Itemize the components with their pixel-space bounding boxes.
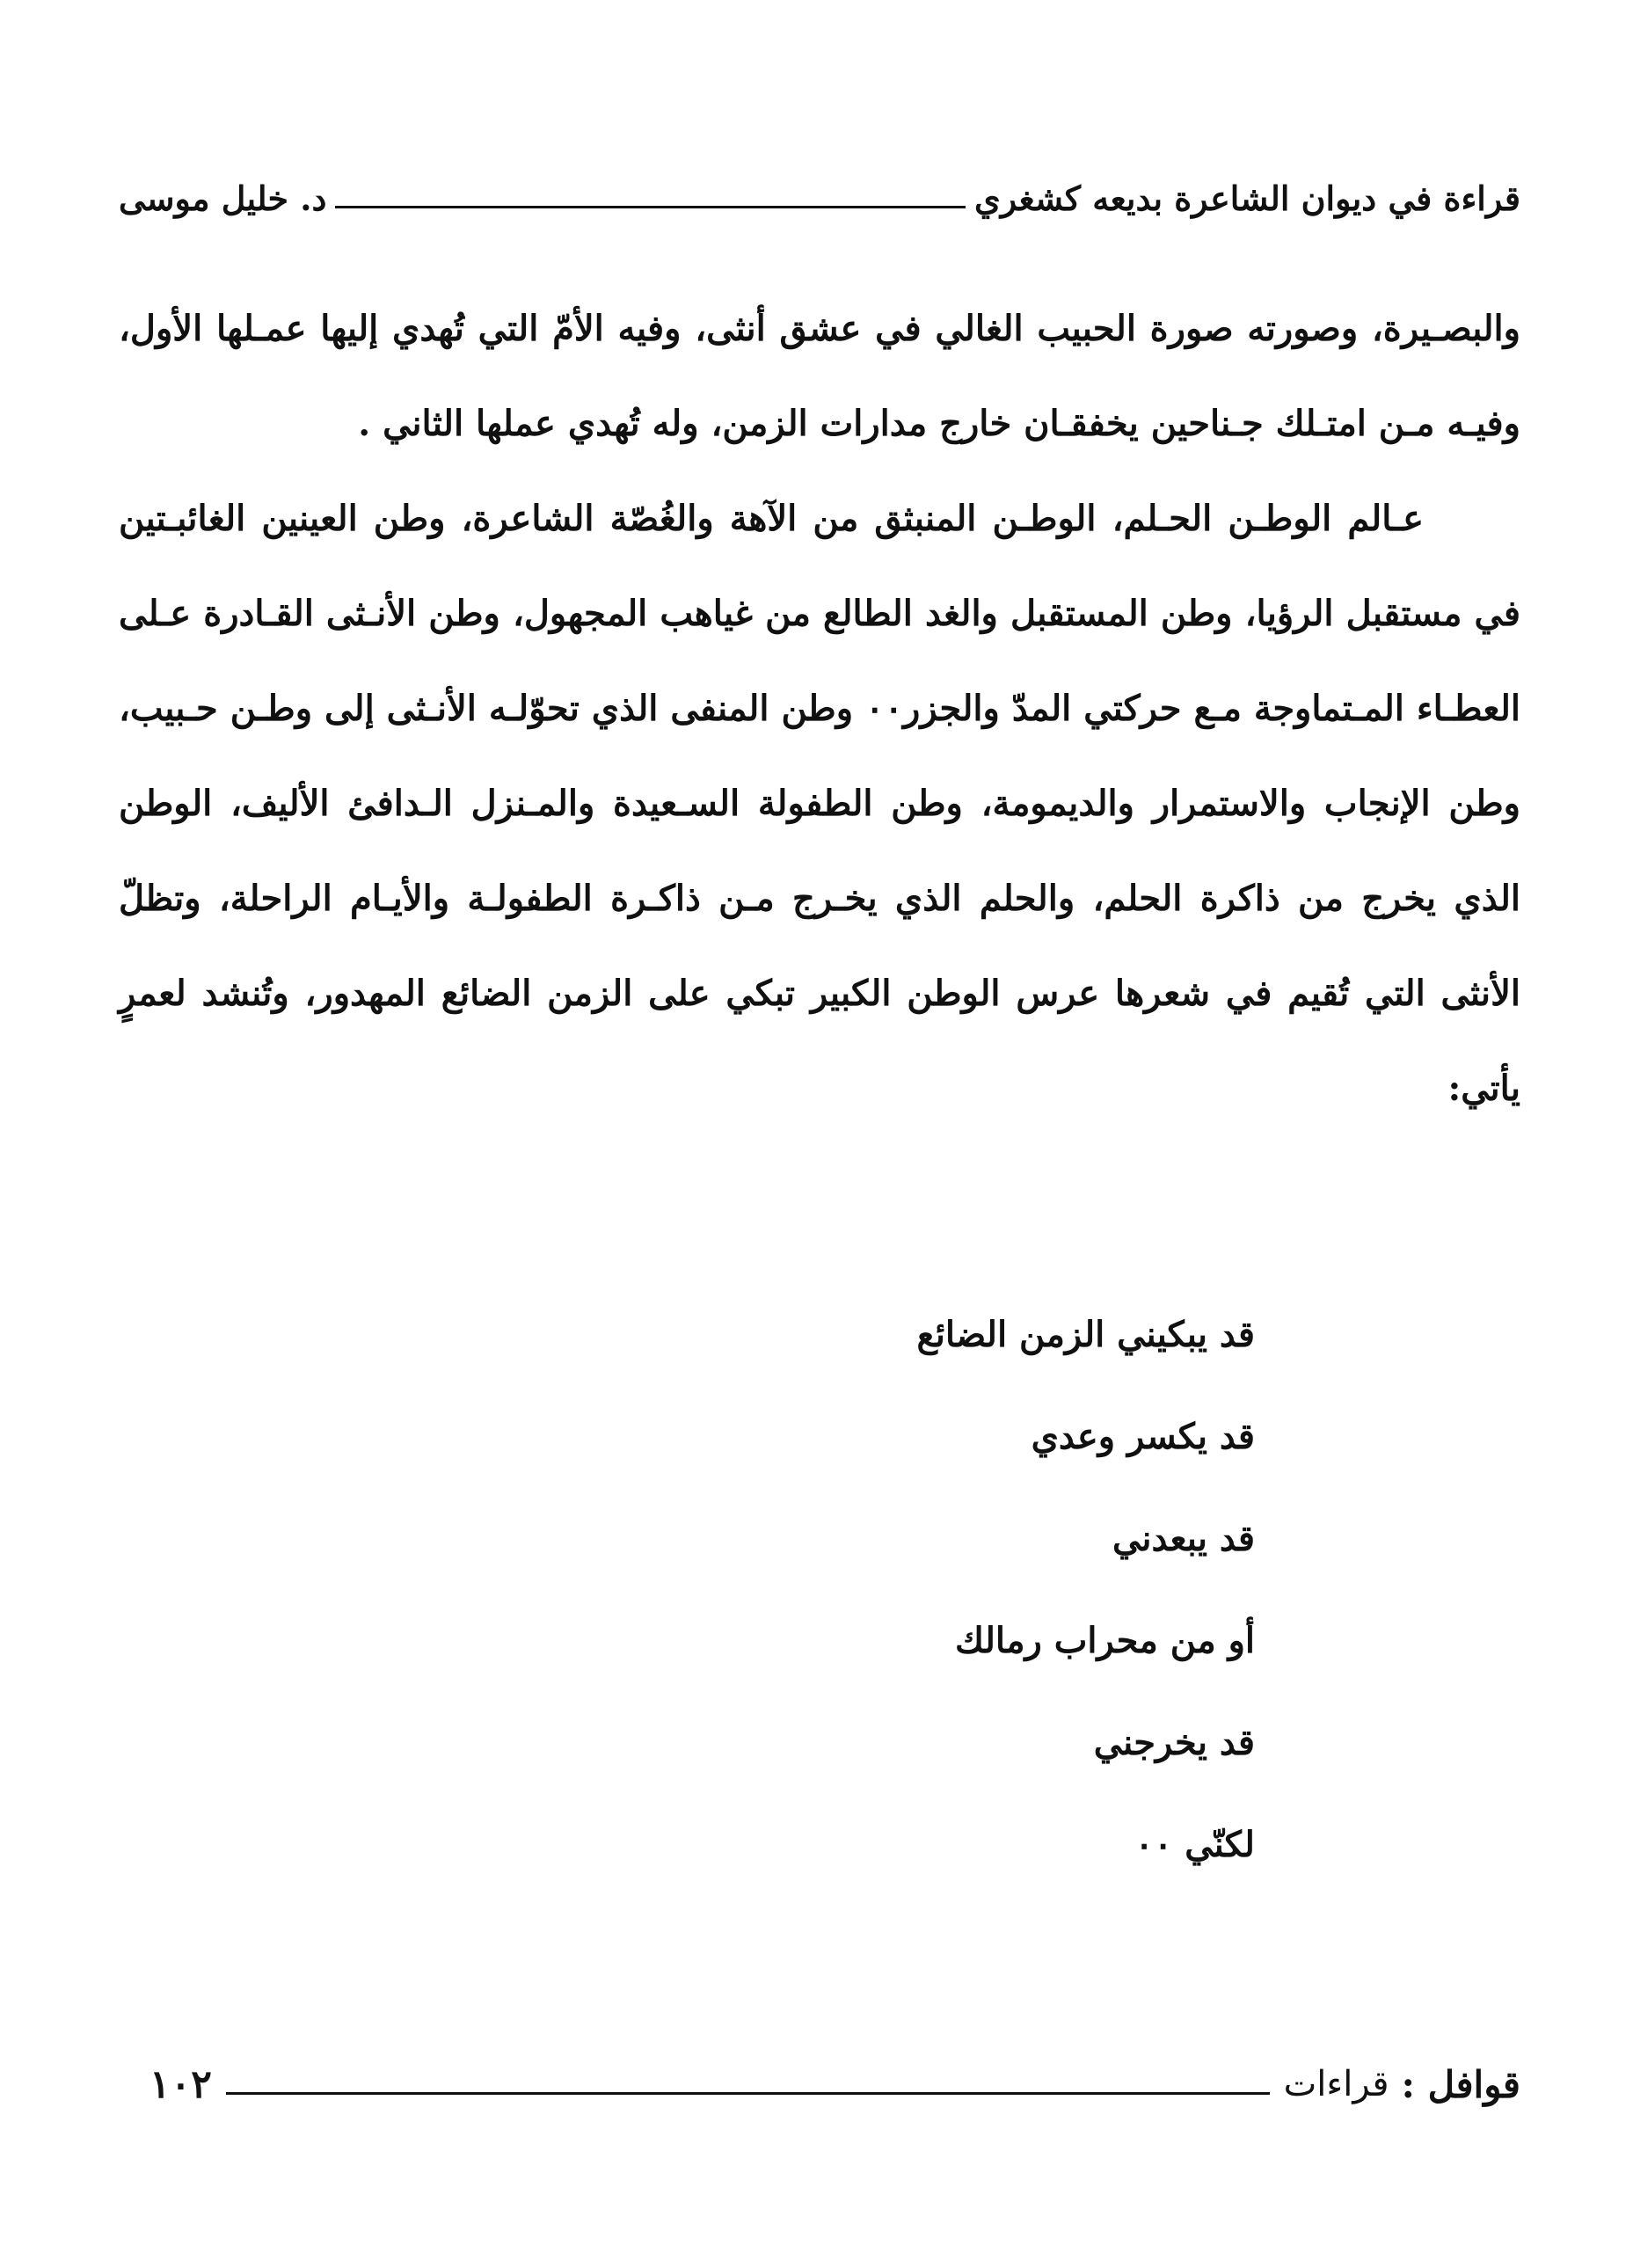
- running-footer: [149, 2053, 1520, 2115]
- body-text: [119, 281, 1520, 1136]
- header-author: د. خليل موسى: [119, 178, 327, 218]
- header-title: قراءة في ديوان الشاعرة بديعه كشغري: [973, 178, 1520, 218]
- header-rule: [335, 206, 966, 208]
- paragraph-1: والبصـيرة، وصورته صورة الحبيب الغالي في عشق أنثى، وفيه الأمّ التي تُهدي إليها عمـلها الأول، وفيـه مـن امتـلك جـناحين يخفقـان خارج مدارات الزمن، وله تُهدي عملها الثاني .: [119, 308, 1520, 444]
- footer-rule: [226, 2092, 1270, 2095]
- poem-verse-2: قد يكسر وعدي: [1031, 1416, 1255, 1457]
- paragraph-2: عـالم الوطـن الحـلم، الوطـن المنبثق من الآهة والغُصّة الشاعرة، وطن العينين الغائبـتين في مستقبل الرؤيا، وطن المستقبل والغد الطالع من غياهب المجهول، وطن الأنـثى القـادرة عـلى العطـاء المـتماوجة مـع حركتي المدّ والجزر٠٠ وطن المنفى الذي تحوّلـه الأنـثى إلى وطـن حـبيب، وطن الإنجاب والاستمرار والديمومة، وطن الطفولة السـعيدة والمـنزل الـدافئ الأليف، الوطن الذي يخرج من ذاكرة الحلم، والحلم الذي يخـرج مـن ذاكـرة الطفولـة والأيـام الراحلة، وتظلّ الأنثى التي تُقيم في شعرها عرس الوطن الكبير تبكي على الزمن الضائع المهدور، وتُنشد لعمرٍ يأتي:: [119, 498, 1521, 1109]
- running-header: [119, 167, 1520, 229]
- poem-verse-3: قد يبعدني: [1112, 1518, 1255, 1559]
- poem-verse-4: أو من محراب رمالك: [955, 1620, 1255, 1661]
- poem-verse-1: قد يبكيني الزمن الضائع: [916, 1314, 1255, 1355]
- footer-journal-name: قوافل :: [1401, 2062, 1520, 2106]
- footer-section-name: قراءات: [1283, 2064, 1389, 2104]
- poem-block: [916, 1284, 1255, 1896]
- poem-verse-5: قد يخرجني: [1093, 1722, 1255, 1763]
- page-number: ١٠٢: [149, 2061, 212, 2107]
- poem-verse-6: لكنّي ٠٠: [1134, 1824, 1255, 1865]
